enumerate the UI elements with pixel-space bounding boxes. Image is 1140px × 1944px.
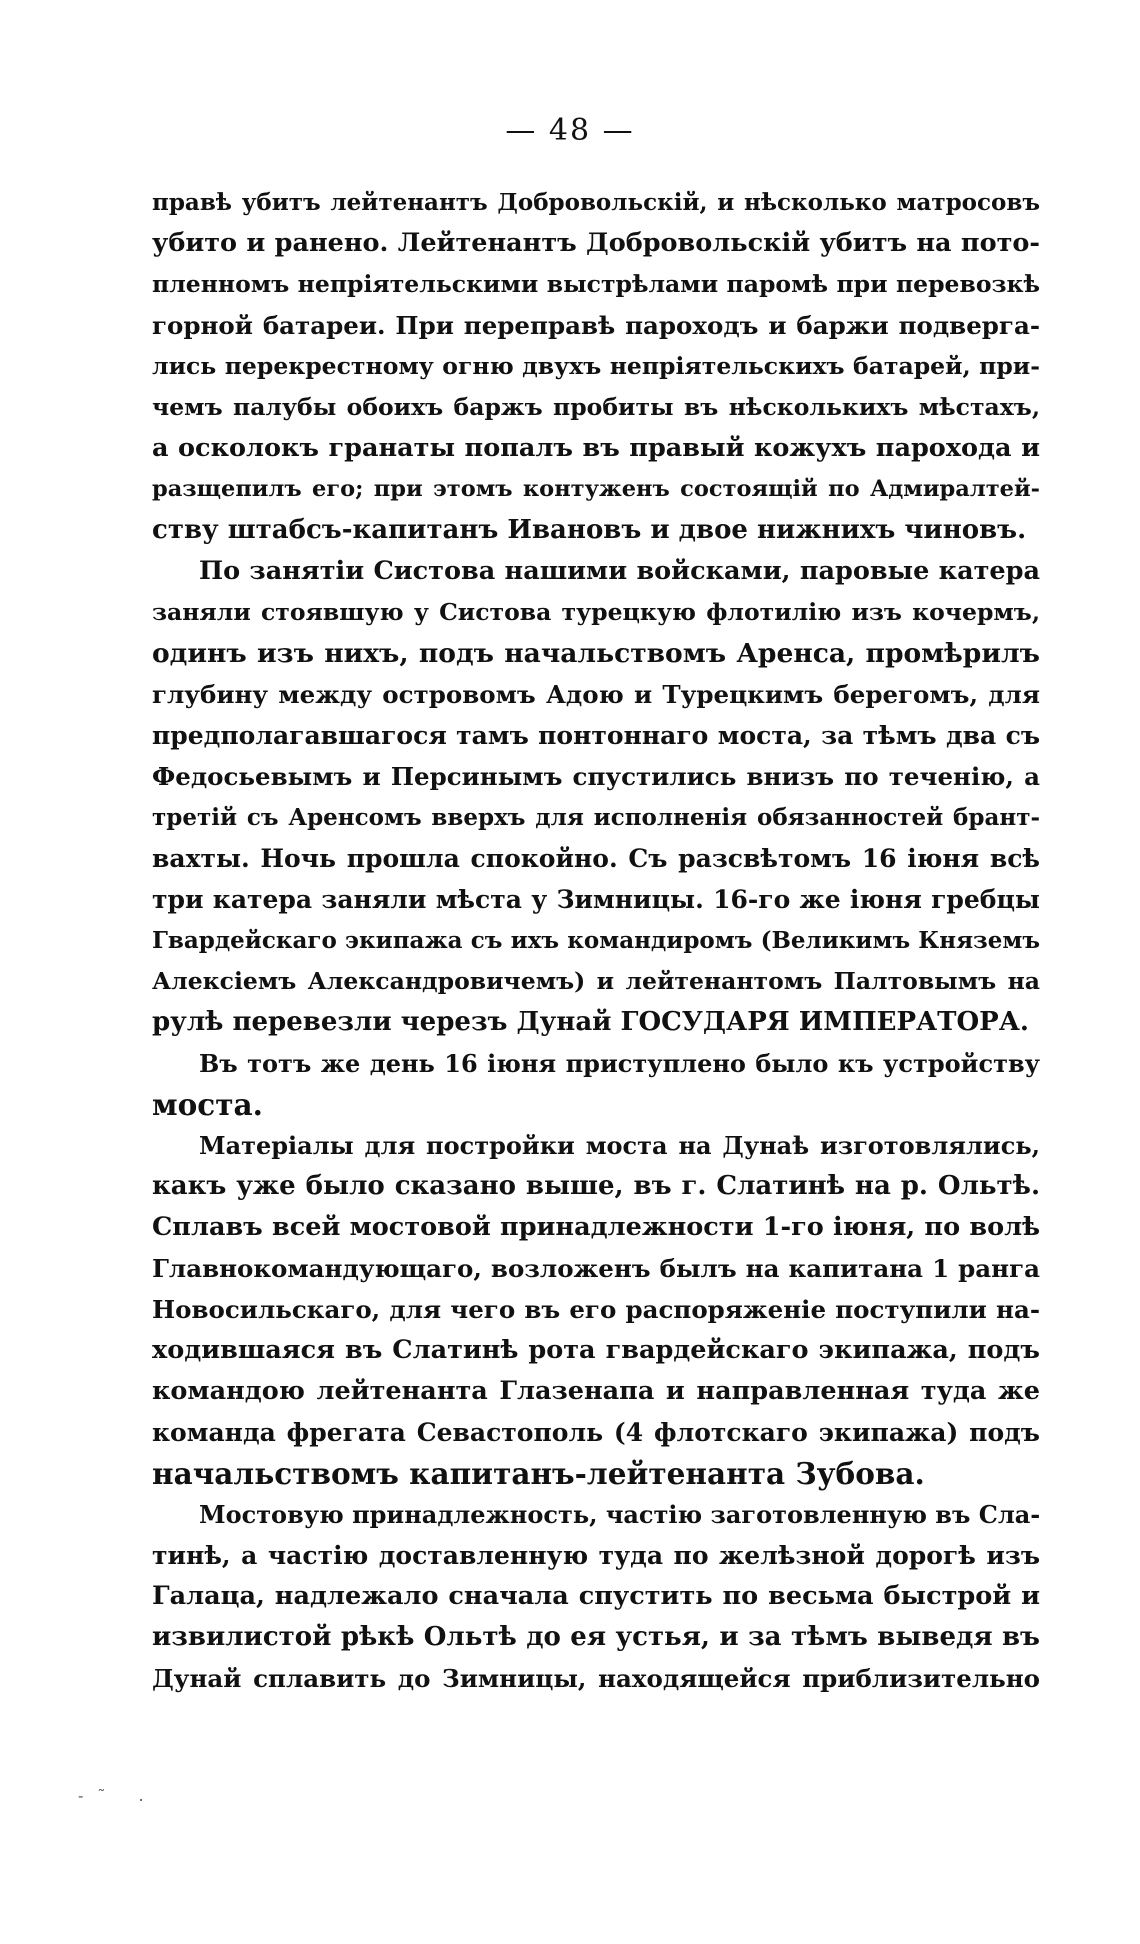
text-line: Главнокомандующаго, возложенъ былъ на капитана 1 ранга: [152, 1254, 1040, 1283]
body-text: [152, 182, 1040, 1699]
text-line: а осколокъ гранаты попалъ въ правый кожухъ парохода и: [152, 433, 1040, 463]
text-line: Матеріалы для постройки моста на Дунаѣ изготовлялись,: [199, 1131, 1040, 1160]
text-line: чемъ палубы обоихъ баржъ пробиты въ нѣсколькихъ мѣстахъ,: [152, 393, 1040, 421]
text-line: Гвардейскаго экипажа съ ихъ командиромъ (Великимъ Княземъ: [152, 927, 1040, 954]
text-line: Дунай сплавить до Зимницы, находящейся приблизительно: [152, 1664, 1040, 1693]
text-line: заняли стоявшую у Систова турецкую флотилію изъ кочермъ,: [152, 598, 1040, 626]
text-line: третій съ Аренсомъ вверхъ для исполненія обязанностей брант-: [152, 804, 1040, 831]
text-line: командою лейтенанта Глазенапа и направленная туда же: [152, 1376, 1040, 1406]
text-line: извилистой рѣкѣ Ольтѣ до ея устья, и за тѣмъ выведя въ: [152, 1622, 1040, 1652]
text-line: пленномъ непріятельскими выстрѣлами паромѣ при перевозкѣ: [152, 270, 1040, 298]
text-line: Новосильскаго, для чего въ его распоряженіе поступили на-: [152, 1295, 1040, 1324]
scan-marks: -˜ .: [78, 1786, 158, 1805]
text-line: глубину между островомъ Адою и Турецкимъ берегомъ, для: [152, 680, 1040, 709]
text-line: убито и ранено. Лейтенантъ Добровольскій убитъ на пото-: [152, 228, 1040, 258]
page-number: — 48 —: [505, 113, 635, 148]
text-line: Федосьевымъ и Персинымъ спустились внизъ по теченію, а: [152, 762, 1040, 791]
text-line: команда фрегата Севастополь (4 флотскаго экипажа) подъ: [152, 1418, 1040, 1447]
text-line: разщепилъ его; при этомъ контуженъ состоящій по Адмиралтей-: [152, 476, 1040, 502]
text-line: какъ уже было сказано выше, въ г. Слатинѣ на р. Ольтѣ.: [152, 1171, 1040, 1201]
text-line: Сплавъ всей мостовой принадлежности 1-го іюня, по волѣ: [152, 1212, 1040, 1242]
text-line: одинъ изъ нихъ, подъ начальствомъ Аренса, промѣрилъ: [152, 638, 1040, 669]
text-line: По занятіи Систова нашими войсками, паровые катера: [199, 556, 1040, 586]
text-line: правѣ убитъ лейтенантъ Добровольскій, и нѣсколько матросовъ: [152, 189, 1040, 216]
text-line: Галаца, надлежало сначала спустить по весьма быстрой и: [152, 1581, 1040, 1611]
text-line: Алексіемъ Александровичемъ) и лейтенантомъ Палтовымъ на: [152, 967, 1040, 995]
text-line: горной батареи. При переправѣ пароходъ и баржи подверга-: [152, 311, 1040, 340]
text-line: три катера заняли мѣста у Зимницы. 16-го же іюня гребцы: [152, 885, 1040, 914]
text-line: ству штабсъ-капитанъ Ивановъ и двое нижнихъ чиновъ.: [152, 515, 1027, 545]
text-line: ходившаяся въ Слатинѣ рота гвардейскаго экипажа, подъ: [152, 1335, 1040, 1365]
text-line: моста.: [152, 1087, 263, 1122]
text-line: начальствомъ капитанъ-лейтенанта Зубова.: [152, 1456, 925, 1491]
text-line: рулѣ перевезли черезъ Дунай ГОСУДАРЯ ИМПЕРАТОРА.: [152, 1007, 1029, 1037]
text-line: тинѣ, а частію доставленную туда по желѣзной дорогѣ изъ: [152, 1541, 1040, 1570]
text-line: вахты. Ночь прошла спокойно. Съ разсвѣтомъ 16 іюня всѣ: [152, 844, 1040, 873]
text-line: лись перекрестному огню двухъ непріятельскихъ батарей, при-: [152, 352, 1040, 380]
text-line: предполагавшагося тамъ понтоннаго моста, за тѣмъ два съ: [152, 721, 1040, 750]
text-line: Мостовую принадлежность, частію заготовленную въ Сла-: [199, 1500, 1040, 1529]
text-line: Въ тотъ же день 16 іюня приступлено было къ устройству: [199, 1049, 1040, 1078]
